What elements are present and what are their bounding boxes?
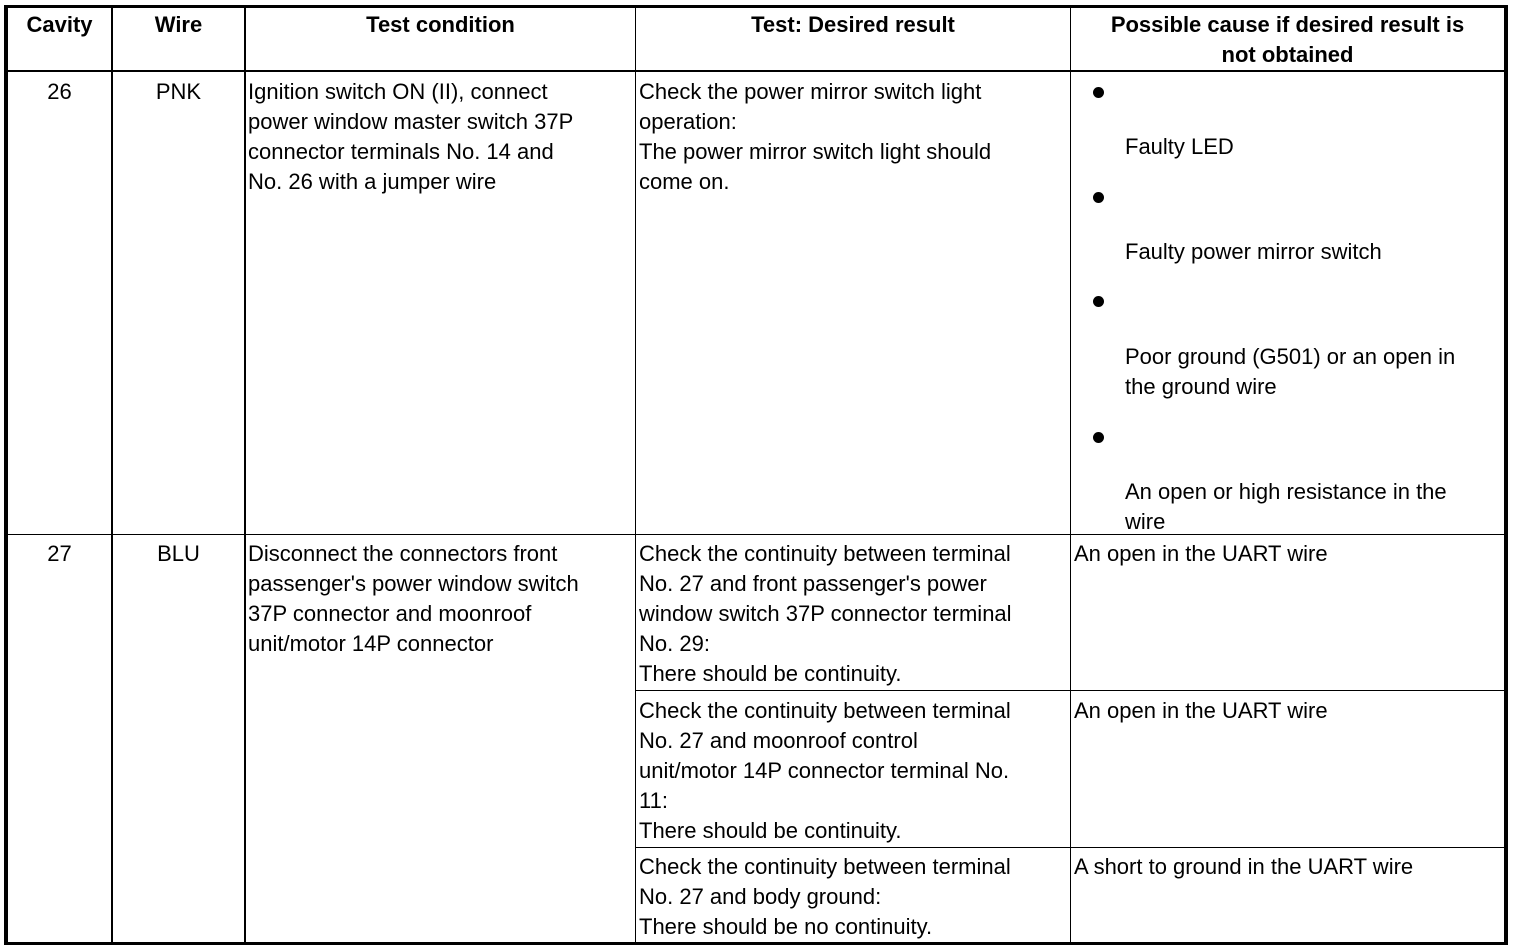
desired-result-cell: Check the continuity between terminal No. 27 and moonroof control unit/motor 14P connector terminal No. 11: There should be continuity. <box>639 698 1011 843</box>
col-divider <box>635 5 636 945</box>
desired-result-cell: Check the continuity between terminal No. 27 and body ground: There should be no continuity. <box>639 854 1011 939</box>
col-divider <box>244 5 246 945</box>
bullet-icon <box>1093 296 1104 307</box>
cause-item: Poor ground (G501) or an open in the ground wire <box>1125 344 1456 399</box>
col-divider <box>1070 5 1071 945</box>
subrow-divider <box>636 690 1506 691</box>
header-divider <box>4 70 1508 72</box>
cause-item: Faulty LED <box>1125 134 1234 159</box>
header-desired-result: Test: Desired result <box>751 12 955 37</box>
desired-result-cell: Check the continuity between terminal No. 27 and front passenger's power window switch 37P connector terminal No. 29: There should be continuity. <box>639 541 1012 686</box>
header-test-condition: Test condition <box>366 12 515 37</box>
bullet-icon <box>1093 432 1104 443</box>
table-border-top <box>4 5 1508 8</box>
header-cavity: Cavity <box>26 12 93 37</box>
cause-item: An open or high resistance in the wire <box>1125 479 1447 534</box>
wire-cell: BLU <box>157 541 200 566</box>
cause-item: Faulty power mirror switch <box>1125 239 1382 264</box>
cavity-cell: 26 <box>47 79 72 104</box>
test-condition-cell: Disconnect the connectors front passenger's power window switch 37P connector and moonroof unit/motor 14P connector <box>248 541 579 656</box>
cause-cell: A short to ground in the UART wire <box>1074 854 1414 879</box>
bullet-icon <box>1093 192 1104 203</box>
desired-result-cell: Check the power mirror switch light operation: The power mirror switch light should come on. <box>639 79 992 194</box>
cause-cell: An open in the UART wire <box>1074 698 1328 723</box>
table-border-bottom <box>4 942 1508 945</box>
table-border-left <box>4 5 8 945</box>
col-divider <box>111 5 113 945</box>
cavity-cell: 27 <box>47 541 72 566</box>
test-condition-cell: Ignition switch ON (II), connect power window master switch 37P connector terminals No. 14 and No. 26 with a jumper wire <box>248 79 574 194</box>
header-wire: Wire <box>154 12 203 37</box>
bullet-icon <box>1093 87 1104 98</box>
header-possible-cause: Possible cause if desired result is not obtained <box>1110 12 1465 67</box>
subrow-divider <box>636 847 1506 848</box>
cause-cell: An open in the UART wire <box>1074 541 1328 566</box>
wire-cell: PNK <box>155 79 202 104</box>
